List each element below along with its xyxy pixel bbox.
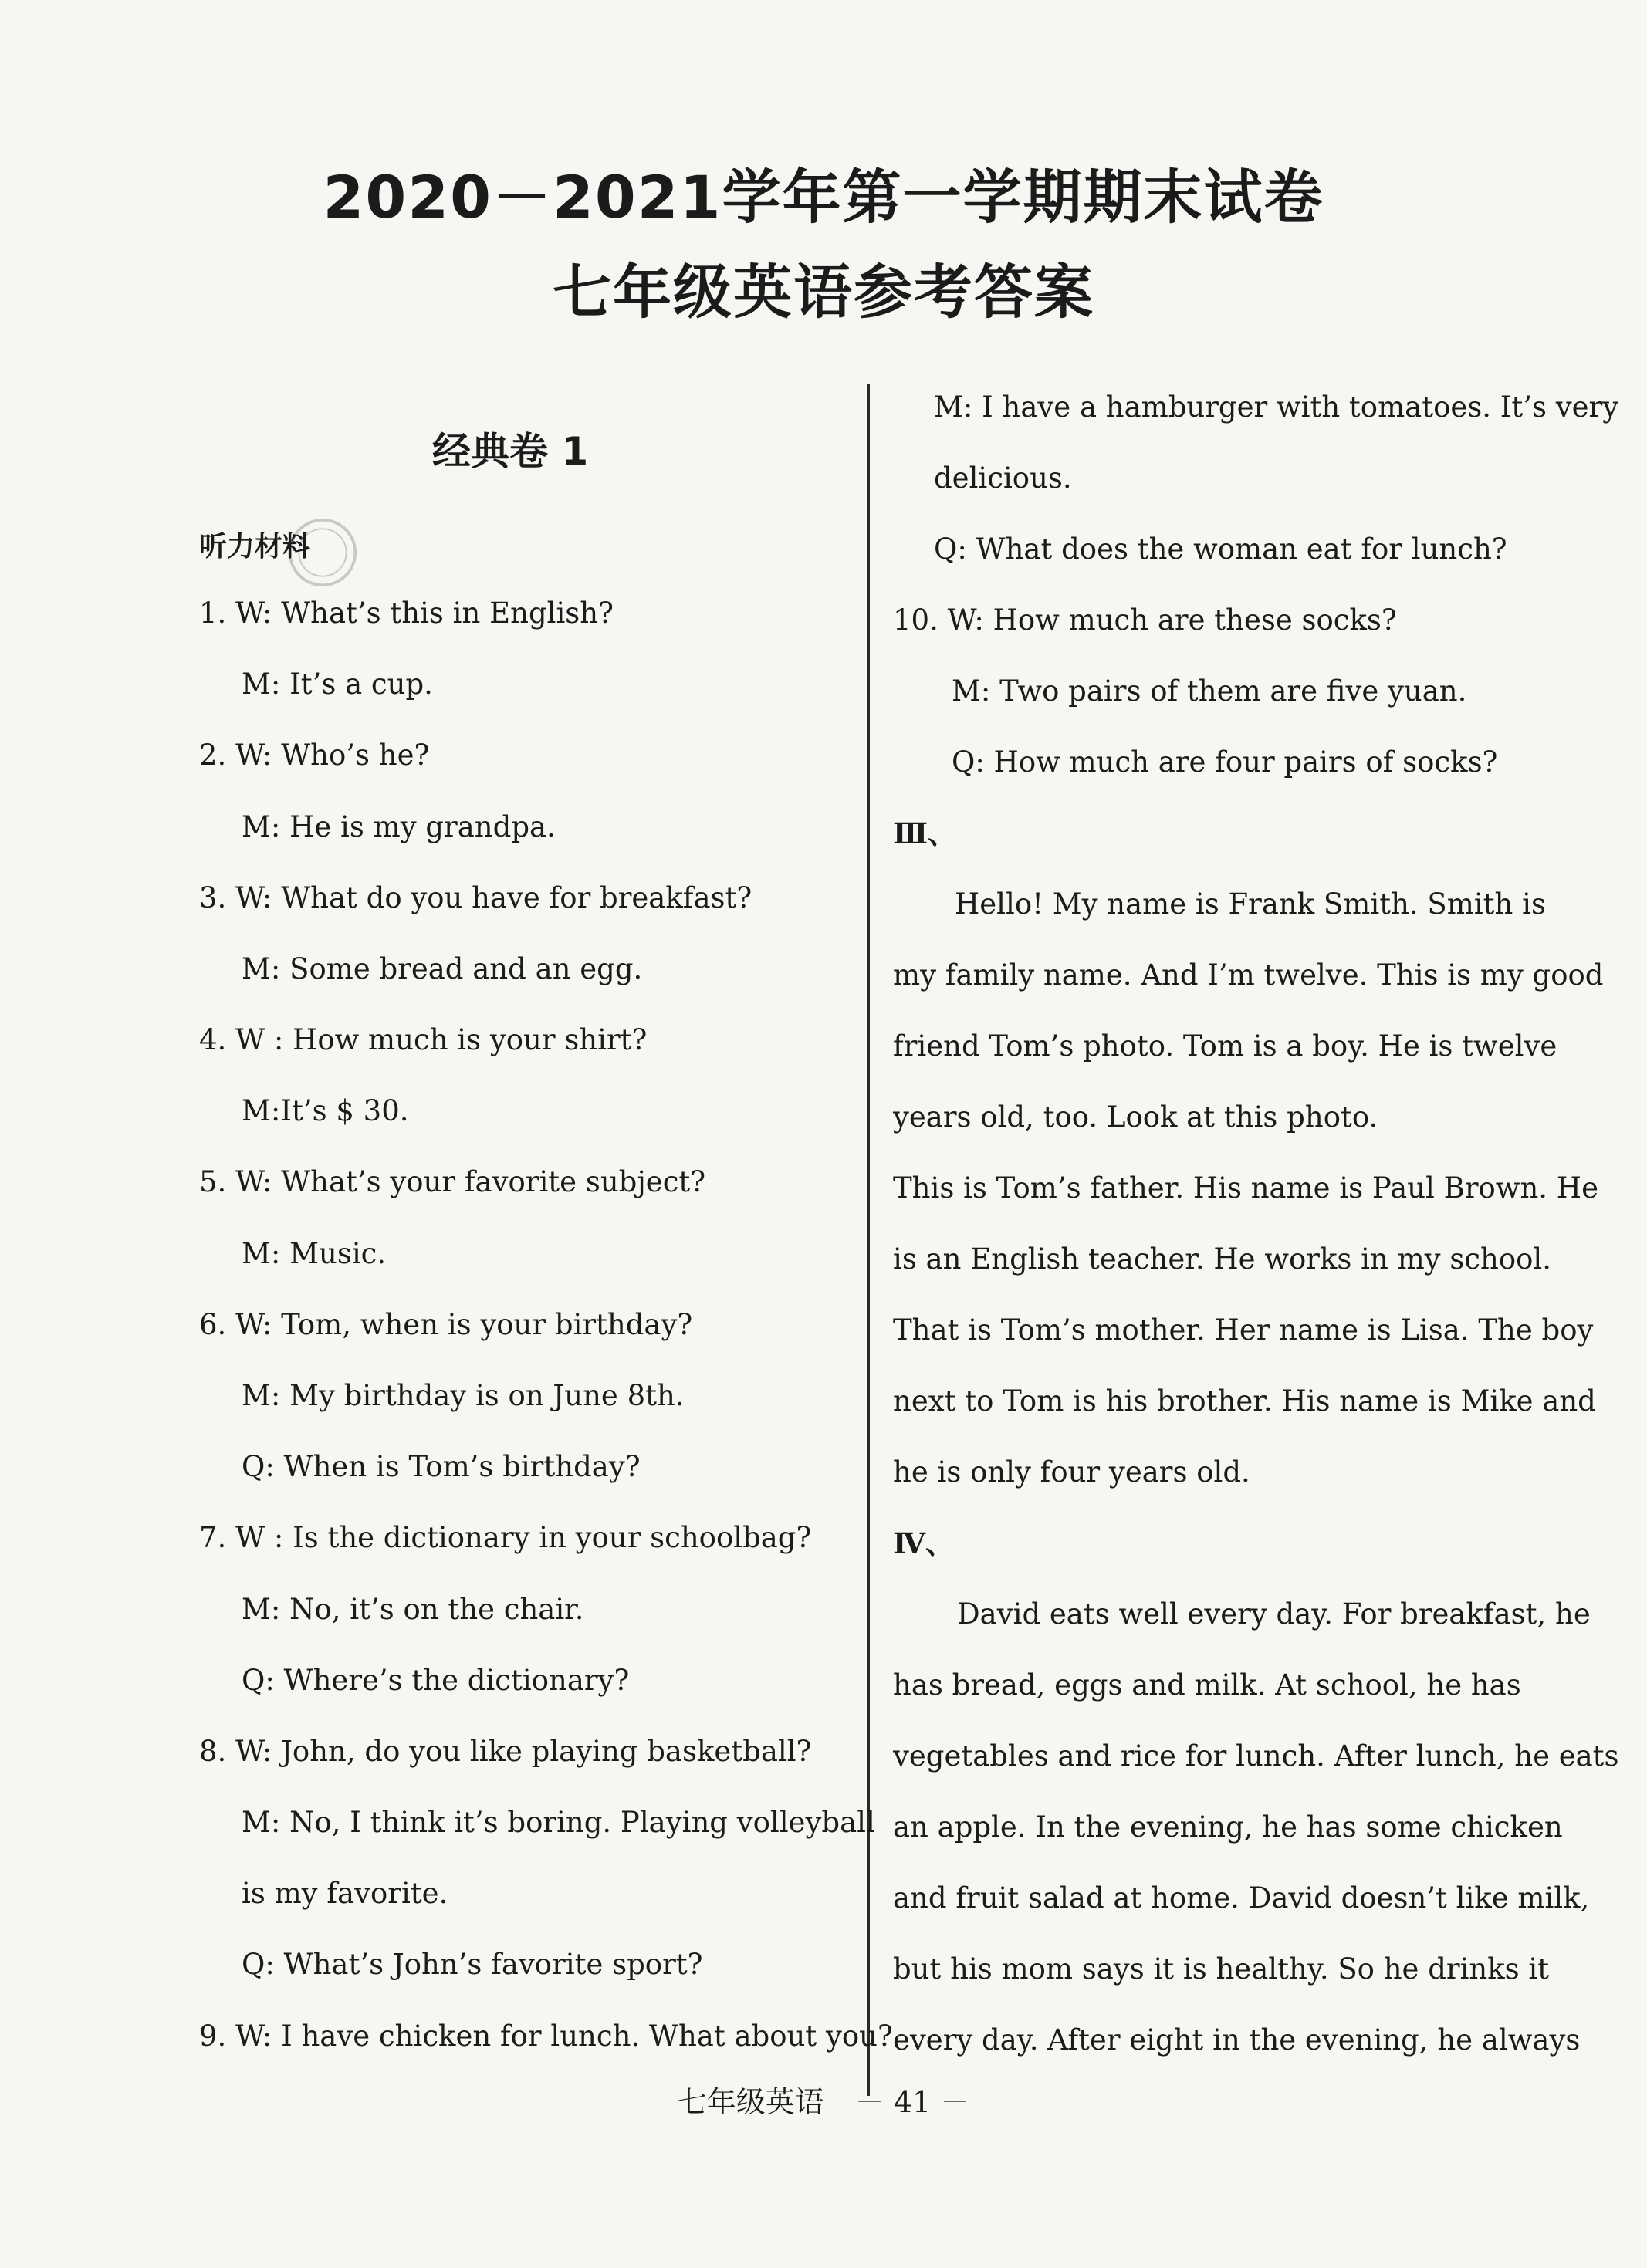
page-title-line-1: 2020－2021学年第一学期期末试卷: [323, 163, 1324, 232]
list-item: 9. W: I have chicken for lunch. What about you?: [199, 2020, 893, 2053]
list-item: 3. W: What do you have for breakfast?: [199, 881, 752, 914]
section-label: Ⅳ、: [893, 1526, 954, 1560]
list-item: M: I have a hamburger with tomatoes. It’s very: [934, 390, 1619, 424]
list-item: Q: Where’s the dictionary?: [242, 1664, 630, 1697]
paragraph-line: David eats well every day. For breakfast, he: [957, 1597, 1591, 1631]
list-item: Q: What does the woman eat for lunch?: [934, 532, 1507, 566]
paragraph-line: That is Tom’s mother. Her name is Lisa. The boy: [893, 1313, 1594, 1347]
list-item: M:It’s $ 30.: [242, 1094, 409, 1127]
list-item: 4. W : How much is your shirt?: [199, 1023, 648, 1056]
list-item: 6. W: Tom, when is your birthday?: [199, 1308, 693, 1341]
paragraph-line: next to Tom is his brother. His name is Mike and: [893, 1384, 1596, 1418]
paragraph-line: is an English teacher. He works in my school.: [893, 1242, 1552, 1276]
list-item: Q: How much are four pairs of socks?: [952, 745, 1498, 779]
paragraph-line: but his mom says it is healthy. So he drinks it: [893, 1952, 1550, 1986]
paragraph-line: years old, too. Look at this photo.: [893, 1100, 1378, 1134]
list-item: 8. W: John, do you like playing basketball?: [199, 1735, 812, 1768]
section-label: Ⅲ、: [893, 816, 957, 850]
paragraph-line: vegetables and rice for lunch. After lunch, he eats: [893, 1739, 1619, 1773]
paragraph-line: an apple. In the evening, he has some chicken: [893, 1810, 1563, 1844]
list-item: Q: What’s John’s favorite sport?: [242, 1948, 703, 1981]
listening-subheading: 听力材料: [199, 531, 311, 563]
list-item: M: My birthday is on June 8th.: [242, 1379, 685, 1412]
list-item: 5. W: What’s your favorite subject?: [199, 1165, 706, 1198]
paragraph-line: and fruit salad at home. David doesn’t like milk,: [893, 1881, 1590, 1915]
list-item: Q: When is Tom’s birthday?: [242, 1450, 641, 1483]
list-item: M: Some bread and an egg.: [242, 952, 643, 985]
list-item: M: No, it’s on the chair.: [242, 1593, 584, 1626]
list-item: delicious.: [934, 461, 1072, 495]
page-footer: [0, 2078, 1647, 2121]
list-item: M: He is my grandpa.: [242, 810, 556, 843]
footer-subject: 七年级英语: [677, 2085, 824, 2119]
list-item: 2. W: Who’s he?: [199, 739, 430, 772]
paragraph-line: every day. After eight in the evening, he always: [893, 2023, 1581, 2057]
list-item: 7. W : Is the dictionary in your schoolbag?: [199, 1521, 812, 1554]
list-item: M: No, I think it’s boring. Playing volleyball: [242, 1806, 875, 1839]
page-title-line-2: 七年级英语参考答案: [553, 258, 1094, 326]
list-item: 1. W: What’s this in English?: [199, 597, 614, 630]
list-item: M: It’s a cup.: [242, 668, 433, 701]
paragraph-line: my family name. And I’m twelve. This is my good: [893, 958, 1604, 992]
page-number: － 41 －: [854, 2085, 970, 2119]
list-item: is my favorite.: [242, 1877, 448, 1910]
list-item: M: Two pairs of them are five yuan.: [952, 674, 1467, 708]
paragraph-line: he is only four years old.: [893, 1455, 1250, 1489]
list-item: M: Music.: [242, 1237, 387, 1270]
section-title: 经典卷 1: [432, 429, 589, 474]
paragraph-line: friend Tom’s photo. Tom is a boy. He is twelve: [893, 1029, 1557, 1063]
list-item: 10. W: How much are these socks?: [893, 603, 1397, 637]
paragraph-line: This is Tom’s father. His name is Paul Brown. He: [893, 1171, 1598, 1205]
paragraph-line: has bread, eggs and milk. At school, he has: [893, 1668, 1521, 1702]
paragraph-line: Hello! My name is Frank Smith. Smith is: [955, 887, 1546, 921]
